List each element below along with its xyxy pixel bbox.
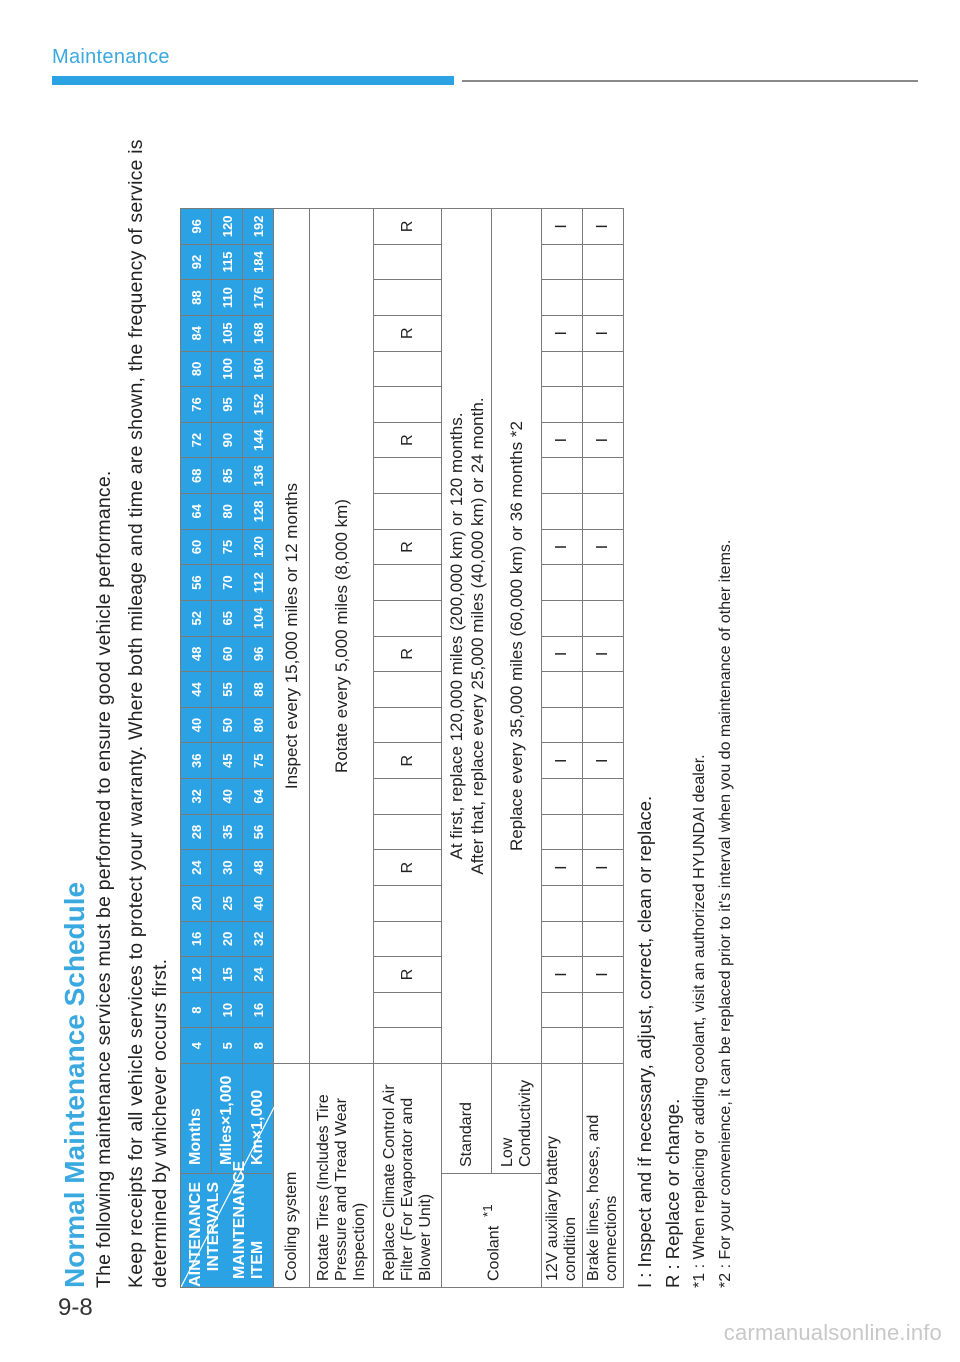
miles-cell-13: 70 bbox=[212, 565, 243, 601]
brake-cell-23: I bbox=[583, 209, 624, 245]
battery-row bbox=[542, 209, 583, 1288]
km-cell-17: 144 bbox=[243, 422, 274, 458]
brake-cell-11: I bbox=[583, 636, 624, 672]
battery-cell-15 bbox=[542, 494, 583, 530]
months-label: Months bbox=[181, 1064, 212, 1174]
miles-cell-1: 10 bbox=[212, 992, 243, 1028]
km-label: Km×1,000 bbox=[243, 1064, 274, 1174]
brake-cell-3 bbox=[583, 921, 624, 957]
battery-item: 12V auxiliary battery condition bbox=[542, 1064, 583, 1288]
battery-cell-5: I bbox=[542, 850, 583, 886]
brake-cell-16 bbox=[583, 458, 624, 494]
climate-filter-row bbox=[374, 209, 442, 1288]
coolant-low-label: Low Conductivity bbox=[492, 1064, 542, 1174]
brake-cell-8: I bbox=[583, 743, 624, 779]
miles-cell-21: 110 bbox=[212, 280, 243, 316]
miles-cell-18: 95 bbox=[212, 387, 243, 423]
legend-replace: R : Replace or change. bbox=[662, 1098, 683, 1288]
maintenance-schedule-table bbox=[180, 208, 624, 1301]
km-cell-12: 104 bbox=[243, 600, 274, 636]
months-cell-12: 52 bbox=[181, 600, 212, 636]
filter-cell-8: R bbox=[374, 743, 442, 779]
battery-cell-11: I bbox=[542, 636, 583, 672]
battery-cell-3 bbox=[542, 921, 583, 957]
months-cell-20: 84 bbox=[181, 315, 212, 351]
filter-cell-19 bbox=[374, 351, 442, 387]
rotate-tires-item: Rotate Tires (Includes Tire Pressure and Tread Wear Inspection) bbox=[310, 1064, 374, 1288]
legend-inspect: I : Inspect and if necessary, adjust, correct, clean or replace. bbox=[634, 795, 655, 1288]
km-cell-13: 112 bbox=[243, 565, 274, 601]
battery-cell-9 bbox=[542, 707, 583, 743]
battery-cell-4 bbox=[542, 885, 583, 921]
km-cell-19: 160 bbox=[243, 351, 274, 387]
km-cell-18: 152 bbox=[243, 387, 274, 423]
section-header: Maintenance bbox=[52, 46, 170, 68]
km-cell-1: 16 bbox=[243, 992, 274, 1028]
page-title: Normal Maintenance Schedule bbox=[59, 881, 90, 1288]
coolant-label: Coolant bbox=[485, 1225, 503, 1281]
rotate-tires-interval: Rotate every 5,000 miles (8,000 km) bbox=[310, 209, 374, 1064]
filter-cell-1 bbox=[374, 992, 442, 1028]
months-cell-21: 88 bbox=[181, 280, 212, 316]
filter-cell-20: R bbox=[374, 315, 442, 351]
coolant-standard-interval bbox=[442, 209, 492, 1064]
km-cell-20: 168 bbox=[243, 315, 274, 351]
filter-cell-22 bbox=[374, 244, 442, 280]
intervals-corner-label: MAINTENANCE INTERVALS bbox=[187, 1182, 222, 1301]
km-cell-15: 128 bbox=[243, 494, 274, 530]
months-cell-22: 92 bbox=[181, 244, 212, 280]
legend bbox=[634, 68, 736, 1288]
miles-cell-8: 45 bbox=[212, 743, 243, 779]
km-cell-8: 75 bbox=[243, 743, 274, 779]
item-corner-label: MAINTENANCE ITEM bbox=[231, 1160, 266, 1279]
coolant-item bbox=[442, 1174, 542, 1288]
brake-cell-0 bbox=[583, 1028, 624, 1064]
miles-cell-6: 35 bbox=[212, 814, 243, 850]
brake-cell-10 bbox=[583, 672, 624, 708]
brake-cell-7 bbox=[583, 779, 624, 815]
battery-cell-1 bbox=[542, 992, 583, 1028]
filter-cell-5: R bbox=[374, 850, 442, 886]
months-cell-16: 68 bbox=[181, 458, 212, 494]
battery-cell-18 bbox=[542, 387, 583, 423]
miles-cell-12: 65 bbox=[212, 600, 243, 636]
km-cell-7: 64 bbox=[243, 779, 274, 815]
months-cell-18: 76 bbox=[181, 387, 212, 423]
battery-cell-17: I bbox=[542, 422, 583, 458]
km-cell-21: 176 bbox=[243, 280, 274, 316]
brake-cell-4 bbox=[583, 885, 624, 921]
months-cell-6: 28 bbox=[181, 814, 212, 850]
brake-cell-2: I bbox=[583, 957, 624, 993]
months-cell-13: 56 bbox=[181, 565, 212, 601]
filter-cell-4 bbox=[374, 885, 442, 921]
footnote-2-mark: *2 : bbox=[717, 1263, 734, 1288]
km-cell-16: 136 bbox=[243, 458, 274, 494]
battery-cell-12 bbox=[542, 600, 583, 636]
filter-cell-16 bbox=[374, 458, 442, 494]
rotate-tires-row bbox=[310, 209, 374, 1288]
brake-cell-22 bbox=[583, 244, 624, 280]
km-cell-23: 192 bbox=[243, 209, 274, 245]
coolant-footnote-ref: *1 bbox=[480, 1204, 496, 1217]
intro-paragraph: The following maintenance services must be performed to ensure good vehicle performance. bbox=[93, 470, 115, 1288]
brake-lines-item: Brake lines, hoses, and connections bbox=[583, 1064, 624, 1288]
brake-cell-15 bbox=[583, 494, 624, 530]
coolant-standard-label: Standard bbox=[442, 1064, 492, 1174]
battery-cell-2: I bbox=[542, 957, 583, 993]
brake-cell-1 bbox=[583, 992, 624, 1028]
miles-cell-17: 90 bbox=[212, 422, 243, 458]
filter-cell-9 bbox=[374, 707, 442, 743]
page-number: 9-8 bbox=[58, 1294, 93, 1321]
filter-cell-23: R bbox=[374, 209, 442, 245]
filter-cell-15 bbox=[374, 494, 442, 530]
battery-cell-16 bbox=[542, 458, 583, 494]
battery-cell-0 bbox=[542, 1028, 583, 1064]
header-corner-cell bbox=[181, 1160, 274, 1301]
months-cell-14: 60 bbox=[181, 529, 212, 565]
miles-cell-4: 25 bbox=[212, 885, 243, 921]
miles-cell-0: 5 bbox=[212, 1028, 243, 1064]
miles-cell-22: 115 bbox=[212, 244, 243, 280]
months-cell-2: 12 bbox=[181, 957, 212, 993]
footnote-1-mark: *1 : bbox=[691, 1263, 708, 1288]
miles-cell-10: 55 bbox=[212, 672, 243, 708]
miles-cell-7: 40 bbox=[212, 779, 243, 815]
km-cell-4: 40 bbox=[243, 885, 274, 921]
months-cell-15: 64 bbox=[181, 494, 212, 530]
months-cell-0: 4 bbox=[181, 1028, 212, 1064]
months-cell-7: 32 bbox=[181, 779, 212, 815]
filter-cell-3 bbox=[374, 921, 442, 957]
km-cell-0: 8 bbox=[243, 1028, 274, 1064]
filter-cell-2: R bbox=[374, 957, 442, 993]
rotated-content bbox=[58, 68, 758, 1301]
brake-cell-5: I bbox=[583, 850, 624, 886]
filter-cell-12 bbox=[374, 600, 442, 636]
km-cell-2: 24 bbox=[243, 957, 274, 993]
miles-cell-19: 100 bbox=[212, 351, 243, 387]
miles-cell-5: 30 bbox=[212, 850, 243, 886]
filter-cell-10 bbox=[374, 672, 442, 708]
brake-cell-18 bbox=[583, 387, 624, 423]
months-cell-17: 72 bbox=[181, 422, 212, 458]
brake-cell-19 bbox=[583, 351, 624, 387]
coolant-low-interval: Replace every 35,000 miles (60,000 km) or 36 months *2 bbox=[492, 209, 542, 1064]
battery-cell-22 bbox=[542, 244, 583, 280]
battery-cell-13 bbox=[542, 565, 583, 601]
months-cell-10: 44 bbox=[181, 672, 212, 708]
miles-label: Miles×1,000 bbox=[212, 1064, 243, 1174]
miles-cell-20: 105 bbox=[212, 315, 243, 351]
brake-cell-17: I bbox=[583, 422, 624, 458]
miles-cell-15: 80 bbox=[212, 494, 243, 530]
months-cell-1: 8 bbox=[181, 992, 212, 1028]
battery-cell-19 bbox=[542, 351, 583, 387]
battery-cell-23: I bbox=[542, 209, 583, 245]
coolant-standard-first: At first, replace 120,000 miles (200,000 km) or 120 months. bbox=[446, 412, 466, 860]
miles-cell-9: 50 bbox=[212, 707, 243, 743]
filter-cell-14: R bbox=[374, 529, 442, 565]
months-cell-5: 24 bbox=[181, 850, 212, 886]
brake-cell-9 bbox=[583, 707, 624, 743]
km-cell-9: 80 bbox=[243, 707, 274, 743]
months-cell-3: 16 bbox=[181, 921, 212, 957]
cooling-system-item: Cooling system bbox=[274, 1064, 310, 1288]
months-cell-23: 96 bbox=[181, 209, 212, 245]
filter-cell-11: R bbox=[374, 636, 442, 672]
footnote-2 bbox=[716, 68, 736, 1288]
brake-cell-21 bbox=[583, 280, 624, 316]
months-cell-19: 80 bbox=[181, 351, 212, 387]
warranty-paragraph: Keep receipts for all vehicle services to protect your warranty. Where both mileage and time are shown, the frequency of service is determined by whichever occurs first. bbox=[125, 139, 171, 1288]
brake-cell-12 bbox=[583, 600, 624, 636]
km-cell-22: 184 bbox=[243, 244, 274, 280]
filter-cell-0 bbox=[374, 1028, 442, 1064]
battery-cell-7 bbox=[542, 779, 583, 815]
brake-cell-6 bbox=[583, 814, 624, 850]
footnote-2-text: For your convenience, it can be replaced prior to it's interval when you do maintenance of other items. bbox=[717, 539, 734, 1260]
filter-cell-7 bbox=[374, 779, 442, 815]
battery-cell-6 bbox=[542, 814, 583, 850]
battery-cell-20: I bbox=[542, 315, 583, 351]
coolant-low-row bbox=[492, 209, 542, 1288]
brake-cell-14: I bbox=[583, 529, 624, 565]
months-header-row bbox=[181, 209, 212, 1288]
brake-cell-13 bbox=[583, 565, 624, 601]
footnote-1-text: When replacing or adding coolant, visit an authorized HYUNDAI dealer. bbox=[691, 754, 708, 1260]
km-cell-3: 32 bbox=[243, 921, 274, 957]
brake-cell-20: I bbox=[583, 315, 624, 351]
km-cell-6: 56 bbox=[243, 814, 274, 850]
filter-cell-13 bbox=[374, 565, 442, 601]
filter-cell-17: R bbox=[374, 422, 442, 458]
brake-lines-row bbox=[583, 209, 624, 1288]
filter-cell-21 bbox=[374, 280, 442, 316]
km-cell-5: 48 bbox=[243, 850, 274, 886]
miles-cell-14: 75 bbox=[212, 529, 243, 565]
battery-cell-8: I bbox=[542, 743, 583, 779]
watermark: carmanualsonline.info bbox=[723, 1320, 942, 1345]
months-cell-11: 48 bbox=[181, 636, 212, 672]
climate-filter-item: Replace Climate Control Air Filter (For Evaporator and Blower Unit) bbox=[374, 1064, 442, 1288]
miles-cell-23: 120 bbox=[212, 209, 243, 245]
months-cell-4: 20 bbox=[181, 885, 212, 921]
miles-cell-16: 85 bbox=[212, 458, 243, 494]
filter-cell-6 bbox=[374, 814, 442, 850]
miles-cell-3: 20 bbox=[212, 921, 243, 957]
km-cell-14: 120 bbox=[243, 529, 274, 565]
battery-cell-14: I bbox=[542, 529, 583, 565]
battery-cell-10 bbox=[542, 672, 583, 708]
km-cell-11: 96 bbox=[243, 636, 274, 672]
miles-cell-11: 60 bbox=[212, 636, 243, 672]
filter-cell-18 bbox=[374, 387, 442, 423]
km-cell-10: 88 bbox=[243, 672, 274, 708]
coolant-standard-row bbox=[442, 209, 492, 1288]
months-cell-8: 36 bbox=[181, 743, 212, 779]
battery-cell-21 bbox=[542, 280, 583, 316]
coolant-standard-after: After that, replace every 25,000 miles (40,000 km) or 24 month. bbox=[467, 397, 487, 875]
footnote-1 bbox=[690, 68, 710, 1288]
months-cell-9: 40 bbox=[181, 707, 212, 743]
cooling-system-interval: Inspect every 15,000 miles or 12 months bbox=[274, 209, 310, 1064]
miles-cell-2: 15 bbox=[212, 957, 243, 993]
